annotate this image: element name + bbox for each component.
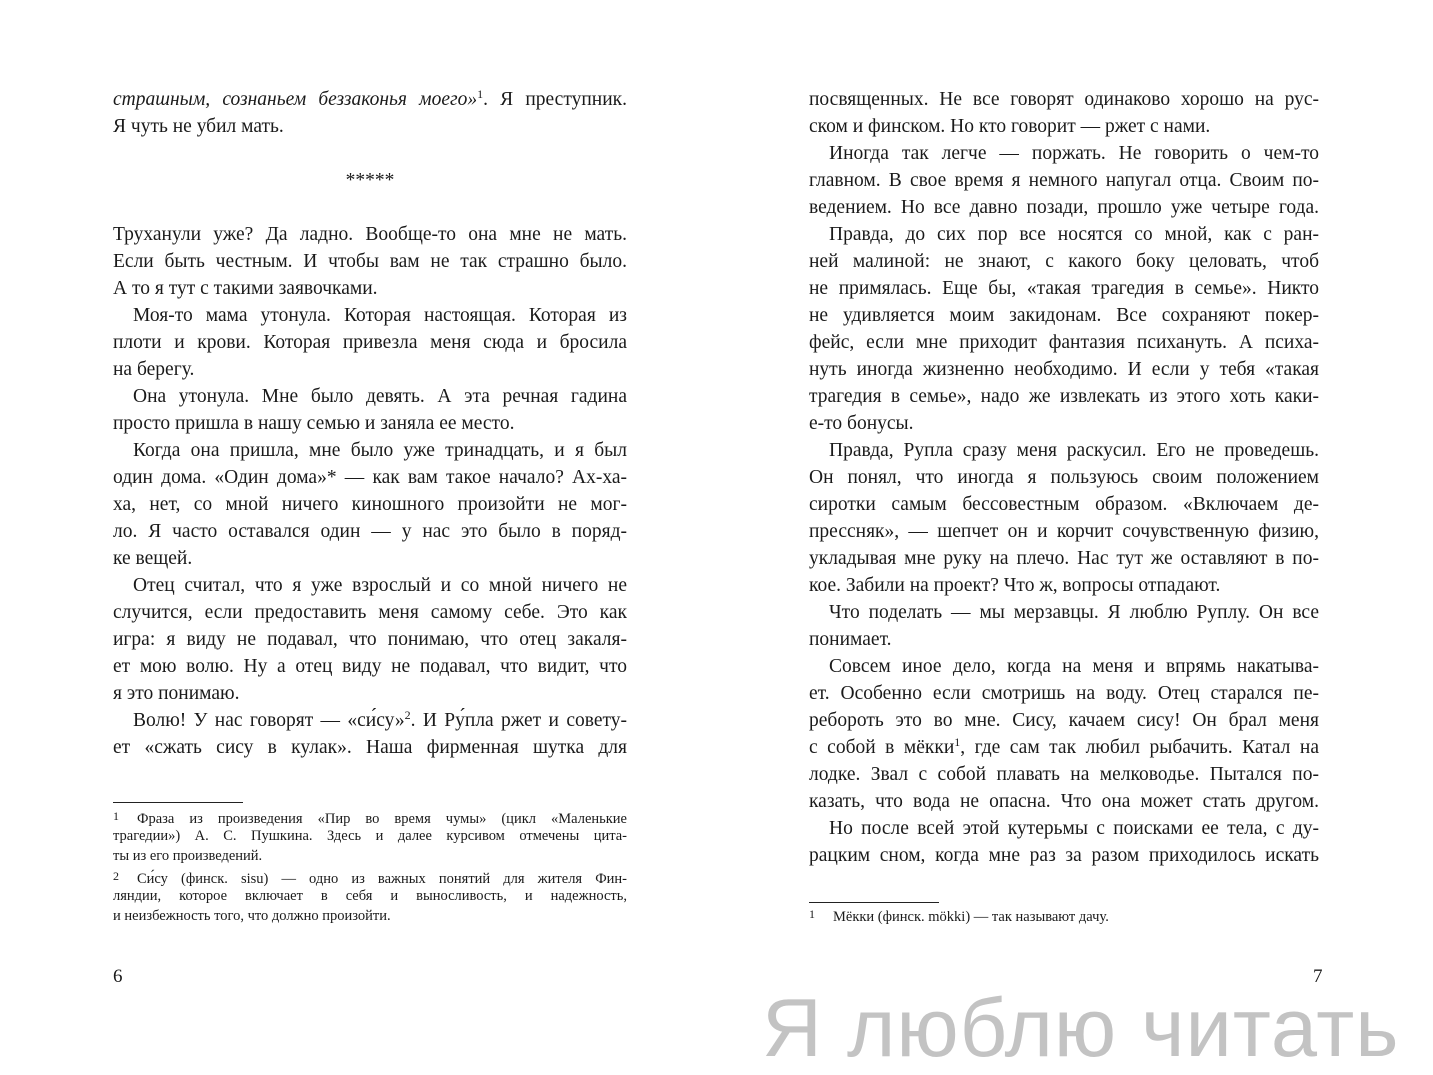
text-line: ха, нет, со мной ничего киношного произойти не мог- <box>113 494 627 515</box>
right-page <box>716 0 1433 1075</box>
footnote-line: 1 Мёкки (финск. mökki) — так называют дачу. <box>809 904 1323 924</box>
text-line: казать, что вода не опасна. Что она может стать другом. <box>809 791 1319 812</box>
text-line: Я чуть не убил мать. <box>113 116 284 137</box>
page-number-left: 6 <box>113 966 123 987</box>
left-page-body <box>113 86 627 761</box>
text-line: Он понял, что иногда я пользуюсь своим положением <box>809 467 1319 488</box>
text-line: страшным, сознаньем беззаконья моего»$^1$. Я преступник. <box>113 87 627 110</box>
text-line: трагедия в семье», надо же извлекать из этого хоть каки- <box>809 386 1319 407</box>
right-footnotes <box>809 904 1323 924</box>
text-line: Моя-то мама утонула. Которая настоящая. Которая из <box>133 305 627 326</box>
text-line: укладывая мне руку на плечо. Нас тут же оставляют в по- <box>809 548 1319 569</box>
text-line: фейс, если мне приходит фантазия психануть. А психа- <box>809 332 1319 353</box>
footnote-line: 1 Фраза из произведения «Пир во время чумы» (цикл «Маленькие <box>113 806 627 826</box>
footnote-number: 1 <box>809 907 815 921</box>
text-line: сиротки самым бессовестным образом. «Включаем де- <box>809 494 1319 515</box>
footnote-line: ты из его произведений. <box>113 848 263 864</box>
text-line: Труханули уже? Да ладно. Вообще-то она мне не мать. <box>113 224 627 245</box>
text-line: Что поделать — мы мерзавцы. Я люблю Руплу. Он все <box>829 602 1319 623</box>
text-line: Правда, до сих пор все носятся со мной, как с ран- <box>829 224 1319 245</box>
text-line: Когда она пришла, мне было уже тринадцать, и я был <box>133 440 627 461</box>
text-line: Но после всей этой кутерьмы с поисками ее тела, с ду- <box>829 818 1319 839</box>
text-line: Отец считал, что я уже взрослый и со мной ничего не <box>133 575 627 596</box>
text-line: на берегу. <box>113 359 195 380</box>
text-line: Если быть честным. И чтобы вам не так страшно было. <box>113 251 627 272</box>
text-line: понимает. <box>809 629 892 650</box>
text-line: нуть иногда жизненно необходимо. И если у тебя «такая <box>809 359 1319 380</box>
section-break: ***** <box>345 170 395 191</box>
text-line: главном. В свое время я немного напугал отца. Своим по- <box>809 170 1319 191</box>
text-line: не удивляется моим закидонам. Все сохраняют покер- <box>809 305 1319 326</box>
text-line: ней малиной: не знают, с какого боку целовать, чтоб <box>809 251 1319 272</box>
text-line: ет. Особенно если смотришь на воду. Отец старался пе- <box>809 683 1319 704</box>
text-line: рацким сном, когда мне раз за разом приходилось искать <box>809 845 1319 866</box>
text-line: Иногда так легче — поржать. Не говорить о чем-то <box>829 143 1319 164</box>
footnote-number: 2 <box>113 869 119 883</box>
text-line: ском и финском. Но кто говорит — ржет с нами. <box>809 116 1211 137</box>
blank-line <box>113 194 627 221</box>
footnote-number: 1 <box>113 809 119 823</box>
footnote-line: ляндии, которое включает в себя и выносливость, и надежность, <box>113 888 627 904</box>
text-line: ет мою волю. Ну а отец виду не подавал, что видит, что <box>113 656 627 677</box>
text-line: прессняк», — шепчет он и корчит сочувственную физию, <box>809 521 1319 542</box>
blank-line <box>113 140 627 167</box>
text-line: с собой в мёкки$^1$, где сам так любил рыбачить. Катал на <box>809 735 1319 758</box>
footnote-divider <box>809 902 939 903</box>
text-line: Правда, Рупла сразу меня раскусил. Его не проведешь. <box>829 440 1319 461</box>
text-line: ребороть это во мне. Сису, качаем сису! Он брал меня <box>809 710 1319 731</box>
text-line: просто пришла в нашу семью и заняла ее место. <box>113 413 515 434</box>
watermark-text: Я люблю читать <box>762 981 1400 1074</box>
left-footnotes <box>113 806 627 926</box>
text-line: плоти и крови. Которая привезла меня сюда и бросила <box>113 332 627 353</box>
text-line: ведением. Но все давно позади, прошло уже четыре года. <box>809 197 1319 218</box>
text-line: Она утонула. Мне было девять. А эта речная гадина <box>133 386 627 407</box>
text-line: ло. Я часто оставался один — у нас это было в поряд- <box>113 521 627 542</box>
text-line: игра: я виду не подавал, что понимаю, что отец закаля- <box>113 629 627 650</box>
text-line: кое. Забили на проект? Что ж, вопросы отпадают. <box>809 575 1221 596</box>
footnote-line: 2 Си́су (финск. sisu) — одно из важных понятий для жителя Фин- <box>113 866 627 886</box>
page-number-right: 7 <box>1313 966 1323 987</box>
footnote-divider <box>113 802 243 803</box>
text-line: Волю! У нас говорят — «си́су»$^2$. И Ру́пла ржет и совету- <box>133 708 627 731</box>
text-line: лодке. Звал с собой плавать на мелководье. Пытался по- <box>809 764 1319 785</box>
text-line: ет «сжать сису в кулак». Наша фирменная шутка для <box>113 737 627 758</box>
footnote-line: трагедии») А. С. Пушкина. Здесь и далее курсивом отмечены цита- <box>113 828 627 844</box>
text-line: не примялась. Еще бы, «такая трагедия в семье». Никто <box>809 278 1319 299</box>
text-line: ке вещей. <box>113 548 193 569</box>
text-line: я это понимаю. <box>113 683 240 704</box>
text-line: е-то бонусы. <box>809 413 914 434</box>
text-line: Совсем иное дело, когда на меня и впрямь накатыва- <box>829 656 1319 677</box>
text-line: случится, если предоставить меня самому себе. Это как <box>113 602 627 623</box>
footnote-line: и неизбежность того, что должно произойти. <box>113 908 391 924</box>
text-line: посвященных. Не все говорят одинаково хорошо на рус- <box>809 89 1319 110</box>
text-line: А то я тут с такими заявочками. <box>113 278 378 299</box>
left-page <box>0 0 716 1075</box>
text-line: один дома. «Один дома»* — как вам такое начало? Ах-ха- <box>113 467 627 488</box>
right-page-body <box>809 86 1319 869</box>
